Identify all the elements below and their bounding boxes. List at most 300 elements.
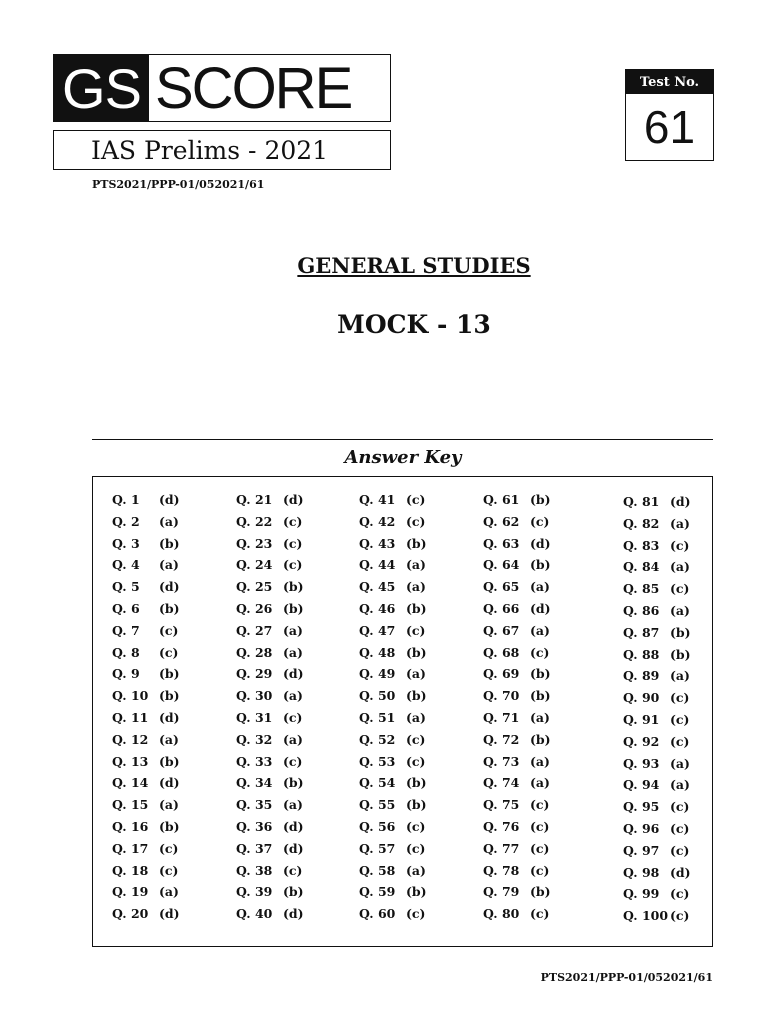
answer-row <box>236 775 346 797</box>
answer-row <box>359 514 469 536</box>
answer-row <box>236 797 346 819</box>
question-number: Q. 38 <box>236 862 273 878</box>
answer-row <box>236 710 346 732</box>
answer-option: (b) <box>406 884 427 900</box>
question-number: Q. 65 <box>483 579 520 595</box>
question-number: Q. 54 <box>359 775 396 791</box>
answer-option: (c) <box>406 513 426 529</box>
question-number: Q. 60 <box>359 906 396 922</box>
answer-row <box>483 579 593 601</box>
question-number: Q. 7 <box>112 622 140 638</box>
answer-option: (c) <box>670 537 690 553</box>
answer-option: (c) <box>283 513 303 529</box>
answer-row <box>359 688 469 710</box>
answer-row <box>623 581 733 603</box>
question-number: Q. 13 <box>112 753 149 769</box>
answer-row <box>112 775 222 797</box>
question-number: Q. 95 <box>623 799 660 815</box>
mock-title: MOCK - 13 <box>337 310 491 339</box>
question-number: Q. 52 <box>359 731 396 747</box>
answer-row <box>236 819 346 841</box>
answer-row <box>359 492 469 514</box>
question-number: Q. 12 <box>112 731 149 747</box>
answer-row <box>112 797 222 819</box>
test-number: 61 <box>643 101 696 153</box>
question-number: Q. 4 <box>112 557 140 573</box>
answer-row <box>359 819 469 841</box>
answer-row <box>623 756 733 778</box>
answer-option: (c) <box>670 690 690 706</box>
answer-row <box>112 557 222 579</box>
answer-row <box>483 536 593 558</box>
question-number: Q. 29 <box>236 666 273 682</box>
answer-option: (d) <box>159 775 180 791</box>
answer-option: (a) <box>406 666 426 682</box>
question-number: Q. 62 <box>483 513 520 529</box>
answer-option: (a) <box>406 862 426 878</box>
answer-option: (b) <box>670 624 691 640</box>
answer-option: (b) <box>283 600 304 616</box>
answer-option: (c) <box>670 733 690 749</box>
answer-option: (c) <box>406 906 426 922</box>
question-number: Q. 18 <box>112 862 149 878</box>
divider <box>92 439 713 440</box>
answer-row <box>483 863 593 885</box>
answer-row <box>623 799 733 821</box>
question-number: Q. 33 <box>236 753 273 769</box>
answer-row <box>359 623 469 645</box>
question-number: Q. 57 <box>359 840 396 856</box>
answer-option: (a) <box>159 557 179 573</box>
answer-option: (b) <box>406 644 427 660</box>
answer-option: (b) <box>530 884 551 900</box>
question-number: Q. 69 <box>483 666 520 682</box>
question-number: Q. 81 <box>623 494 660 509</box>
answer-option: (a) <box>283 688 303 704</box>
answer-column-1 <box>112 492 222 928</box>
answer-row <box>623 647 733 669</box>
answer-option: (c) <box>530 797 550 813</box>
answer-row <box>236 492 346 514</box>
question-number: Q. 90 <box>623 690 660 706</box>
question-number: Q. 2 <box>112 513 140 529</box>
answer-row <box>112 841 222 863</box>
answer-option: (b) <box>530 666 551 682</box>
answer-row <box>623 908 733 930</box>
question-number: Q. 87 <box>623 624 660 640</box>
answer-row <box>112 623 222 645</box>
answer-row <box>483 819 593 841</box>
question-number: Q. 85 <box>623 581 660 597</box>
answer-option: (d) <box>283 818 304 834</box>
answer-row <box>483 557 593 579</box>
answer-row <box>623 734 733 756</box>
answer-option: (d) <box>159 906 180 922</box>
answer-option: (c) <box>159 622 179 638</box>
answer-column-4 <box>483 492 593 928</box>
answer-option: (d) <box>283 840 304 856</box>
answer-option: (c) <box>670 842 690 858</box>
answer-option: (d) <box>670 864 691 880</box>
answer-option: (c) <box>530 513 550 529</box>
answer-row <box>112 732 222 754</box>
answer-option: (d) <box>670 494 691 509</box>
question-number: Q. 19 <box>112 884 149 900</box>
question-number: Q. 22 <box>236 513 273 529</box>
answer-row <box>623 494 733 516</box>
answer-option: (a) <box>530 709 550 725</box>
answer-row <box>483 797 593 819</box>
question-number: Q. 16 <box>112 818 149 834</box>
answer-row <box>483 666 593 688</box>
answer-option: (b) <box>283 775 304 791</box>
answer-row <box>112 754 222 776</box>
question-number: Q. 84 <box>623 559 660 575</box>
answer-option: (b) <box>159 753 180 769</box>
answer-row <box>483 841 593 863</box>
answer-option: (d) <box>159 492 180 507</box>
answer-option: (b) <box>283 884 304 900</box>
answer-option: (c) <box>530 818 550 834</box>
question-number: Q. 11 <box>112 709 149 725</box>
answer-option: (c) <box>670 711 690 727</box>
question-number: Q. 56 <box>359 818 396 834</box>
answer-option: (d) <box>283 666 304 682</box>
answer-option: (a) <box>406 709 426 725</box>
question-number: Q. 41 <box>359 492 396 507</box>
answer-row <box>623 821 733 843</box>
answer-option: (a) <box>530 753 550 769</box>
answer-option: (a) <box>530 775 550 791</box>
answer-row <box>359 579 469 601</box>
question-number: Q. 72 <box>483 731 520 747</box>
answer-row <box>623 690 733 712</box>
answer-column-3 <box>359 492 469 928</box>
answer-option: (b) <box>406 600 427 616</box>
answer-row <box>112 688 222 710</box>
question-number: Q. 88 <box>623 646 660 662</box>
answer-row <box>623 777 733 799</box>
question-number: Q. 44 <box>359 557 396 573</box>
question-number: Q. 32 <box>236 731 273 747</box>
answer-option: (d) <box>159 709 180 725</box>
answer-row <box>359 536 469 558</box>
answer-option: (a) <box>670 559 690 575</box>
question-number: Q. 86 <box>623 602 660 618</box>
answer-option: (c) <box>670 799 690 815</box>
answer-option: (b) <box>530 557 551 573</box>
answer-row <box>236 536 346 558</box>
answer-option: (c) <box>406 753 426 769</box>
answer-option: (a) <box>406 579 426 595</box>
answer-row <box>236 863 346 885</box>
question-number: Q. 51 <box>359 709 396 725</box>
answer-option: (a) <box>670 755 690 771</box>
answer-row <box>359 884 469 906</box>
answer-row <box>483 688 593 710</box>
answer-option: (a) <box>670 668 690 684</box>
answer-option: (c) <box>530 906 550 922</box>
answer-row <box>623 516 733 538</box>
answer-row <box>236 884 346 906</box>
answer-row <box>483 645 593 667</box>
question-number: Q. 83 <box>623 537 660 553</box>
answer-row <box>623 668 733 690</box>
question-number: Q. 37 <box>236 840 273 856</box>
question-number: Q. 97 <box>623 842 660 858</box>
answer-column-5 <box>623 494 733 930</box>
logo-score: SCORE <box>155 55 352 121</box>
question-number: Q. 74 <box>483 775 520 791</box>
answer-row <box>623 843 733 865</box>
answer-row <box>359 732 469 754</box>
question-number: Q. 61 <box>483 492 520 507</box>
answer-option: (d) <box>283 492 304 507</box>
test-number-box <box>625 69 714 161</box>
question-number: Q. 23 <box>236 535 273 551</box>
question-number: Q. 46 <box>359 600 396 616</box>
answer-option: (b) <box>530 688 551 704</box>
answer-row <box>236 754 346 776</box>
question-number: Q. 39 <box>236 884 273 900</box>
answer-option: (c) <box>530 862 550 878</box>
question-number: Q. 99 <box>623 886 660 902</box>
answer-row <box>236 841 346 863</box>
answer-option: (a) <box>159 884 179 900</box>
answer-row <box>623 603 733 625</box>
answer-option: (d) <box>530 600 551 616</box>
answer-row <box>236 645 346 667</box>
question-number: Q. 5 <box>112 579 140 595</box>
answer-row <box>236 688 346 710</box>
question-number: Q. 70 <box>483 688 520 704</box>
paper-code-top: PTS2021/PPP-01/052021/61 <box>92 178 265 191</box>
answer-row <box>359 775 469 797</box>
answer-option: (a) <box>283 622 303 638</box>
question-number: Q. 59 <box>359 884 396 900</box>
answer-row <box>483 906 593 928</box>
answer-row <box>359 863 469 885</box>
answer-option: (b) <box>159 688 180 704</box>
answer-option: (b) <box>406 535 427 551</box>
question-number: Q. 78 <box>483 862 520 878</box>
question-number: Q. 55 <box>359 797 396 813</box>
question-number: Q. 17 <box>112 840 149 856</box>
answer-row <box>112 710 222 732</box>
question-number: Q. 76 <box>483 818 520 834</box>
answer-row <box>483 514 593 536</box>
paper-code-bottom: PTS2021/PPP-01/052021/61 <box>540 971 713 984</box>
answer-option: (a) <box>283 731 303 747</box>
answer-row <box>236 601 346 623</box>
answer-option: (b) <box>406 688 427 704</box>
question-number: Q. 98 <box>623 864 660 880</box>
question-number: Q. 42 <box>359 513 396 529</box>
answer-row <box>112 906 222 928</box>
question-number: Q. 64 <box>483 557 520 573</box>
exam-title: IAS Prelims - 2021 <box>53 130 391 170</box>
answer-option: (b) <box>530 731 551 747</box>
answer-row <box>483 710 593 732</box>
answer-row <box>359 754 469 776</box>
answer-option: (c) <box>406 731 426 747</box>
question-number: Q. 53 <box>359 753 396 769</box>
answer-row <box>623 886 733 908</box>
question-number: Q. 45 <box>359 579 396 595</box>
answer-row <box>483 754 593 776</box>
answer-row <box>236 906 346 928</box>
answer-option: (a) <box>283 797 303 813</box>
answer-column-2 <box>236 492 346 928</box>
question-number: Q. 68 <box>483 644 520 660</box>
answer-row <box>236 732 346 754</box>
answer-row <box>483 601 593 623</box>
question-number: Q. 3 <box>112 535 140 551</box>
answer-option: (a) <box>159 731 179 747</box>
answer-option: (c) <box>670 886 690 902</box>
question-number: Q. 14 <box>112 775 149 791</box>
answer-row <box>623 865 733 887</box>
answer-option: (c) <box>670 581 690 597</box>
question-number: Q. 100 <box>623 908 669 924</box>
answer-option: (b) <box>159 535 180 551</box>
question-number: Q. 20 <box>112 906 149 922</box>
question-number: Q. 66 <box>483 600 520 616</box>
question-number: Q. 92 <box>623 733 660 749</box>
answer-option: (c) <box>406 818 426 834</box>
question-number: Q. 71 <box>483 709 520 725</box>
answer-option: (b) <box>283 579 304 595</box>
answer-option: (c) <box>406 840 426 856</box>
answer-option: (d) <box>283 906 304 922</box>
answer-row <box>359 841 469 863</box>
question-number: Q. 8 <box>112 644 140 660</box>
question-number: Q. 35 <box>236 797 273 813</box>
answer-row <box>236 557 346 579</box>
answer-option: (c) <box>670 820 690 836</box>
answer-row <box>359 797 469 819</box>
answer-option: (b) <box>159 666 180 682</box>
answer-option: (b) <box>159 818 180 834</box>
answer-option: (a) <box>159 797 179 813</box>
answer-row <box>236 623 346 645</box>
answer-option: (c) <box>283 557 303 573</box>
answer-row <box>483 775 593 797</box>
question-number: Q. 49 <box>359 666 396 682</box>
answer-option: (b) <box>406 775 427 791</box>
question-number: Q. 40 <box>236 906 273 922</box>
question-number: Q. 25 <box>236 579 273 595</box>
answer-row <box>623 712 733 734</box>
answer-option: (c) <box>530 644 550 660</box>
answer-option: (c) <box>406 622 426 638</box>
answer-option: (a) <box>530 579 550 595</box>
answer-option: (c) <box>283 535 303 551</box>
answer-row <box>623 559 733 581</box>
question-number: Q. 79 <box>483 884 520 900</box>
answer-row <box>112 819 222 841</box>
answer-row <box>483 884 593 906</box>
question-number: Q. 94 <box>623 777 660 793</box>
question-number: Q. 34 <box>236 775 273 791</box>
answer-option: (c) <box>159 862 179 878</box>
question-number: Q. 10 <box>112 688 149 704</box>
question-number: Q. 96 <box>623 820 660 836</box>
answer-row <box>359 645 469 667</box>
question-number: Q. 73 <box>483 753 520 769</box>
answer-option: (a) <box>159 513 179 529</box>
answer-option: (d) <box>530 535 551 551</box>
paper-title: GENERAL STUDIES <box>297 253 531 278</box>
question-number: Q. 67 <box>483 622 520 638</box>
answer-row <box>623 625 733 647</box>
answer-row <box>359 906 469 928</box>
answer-row <box>112 601 222 623</box>
question-number: Q. 31 <box>236 709 273 725</box>
question-number: Q. 28 <box>236 644 273 660</box>
question-number: Q. 6 <box>112 600 140 616</box>
question-number: Q. 47 <box>359 622 396 638</box>
answer-option: (c) <box>670 908 690 924</box>
question-number: Q. 91 <box>623 711 660 727</box>
question-number: Q. 58 <box>359 862 396 878</box>
logo-gs: GS <box>54 55 149 121</box>
answer-row <box>112 492 222 514</box>
question-number: Q. 48 <box>359 644 396 660</box>
answer-option: (c) <box>530 840 550 856</box>
answer-row <box>112 536 222 558</box>
question-number: Q. 1 <box>112 492 140 507</box>
test-label: Test No. <box>626 70 713 94</box>
answer-row <box>483 492 593 514</box>
question-number: Q. 93 <box>623 755 660 771</box>
answer-option: (b) <box>670 646 691 662</box>
question-number: Q. 50 <box>359 688 396 704</box>
answer-row <box>112 863 222 885</box>
answer-row <box>112 645 222 667</box>
answer-option: (c) <box>159 840 179 856</box>
answer-option: (a) <box>670 602 690 618</box>
answer-option: (a) <box>670 777 690 793</box>
question-number: Q. 77 <box>483 840 520 856</box>
answer-option: (d) <box>159 579 180 595</box>
answer-option: (a) <box>406 557 426 573</box>
answer-row <box>236 514 346 536</box>
question-number: Q. 27 <box>236 622 273 638</box>
answer-row <box>112 666 222 688</box>
question-number: Q. 43 <box>359 535 396 551</box>
answer-option: (b) <box>406 797 427 813</box>
answer-option: (c) <box>283 862 303 878</box>
answer-option: (b) <box>159 600 180 616</box>
question-number: Q. 26 <box>236 600 273 616</box>
question-number: Q. 9 <box>112 666 140 682</box>
answer-option: (b) <box>530 492 551 507</box>
question-number: Q. 36 <box>236 818 273 834</box>
question-number: Q. 75 <box>483 797 520 813</box>
question-number: Q. 89 <box>623 668 660 684</box>
answer-option: (a) <box>283 644 303 660</box>
answer-row <box>623 538 733 560</box>
question-number: Q. 24 <box>236 557 273 573</box>
question-number: Q. 82 <box>623 515 660 531</box>
answer-row <box>112 884 222 906</box>
question-number: Q. 30 <box>236 688 273 704</box>
answer-option: (c) <box>283 753 303 769</box>
answer-option: (c) <box>406 492 426 507</box>
question-number: Q. 63 <box>483 535 520 551</box>
answer-row <box>359 601 469 623</box>
